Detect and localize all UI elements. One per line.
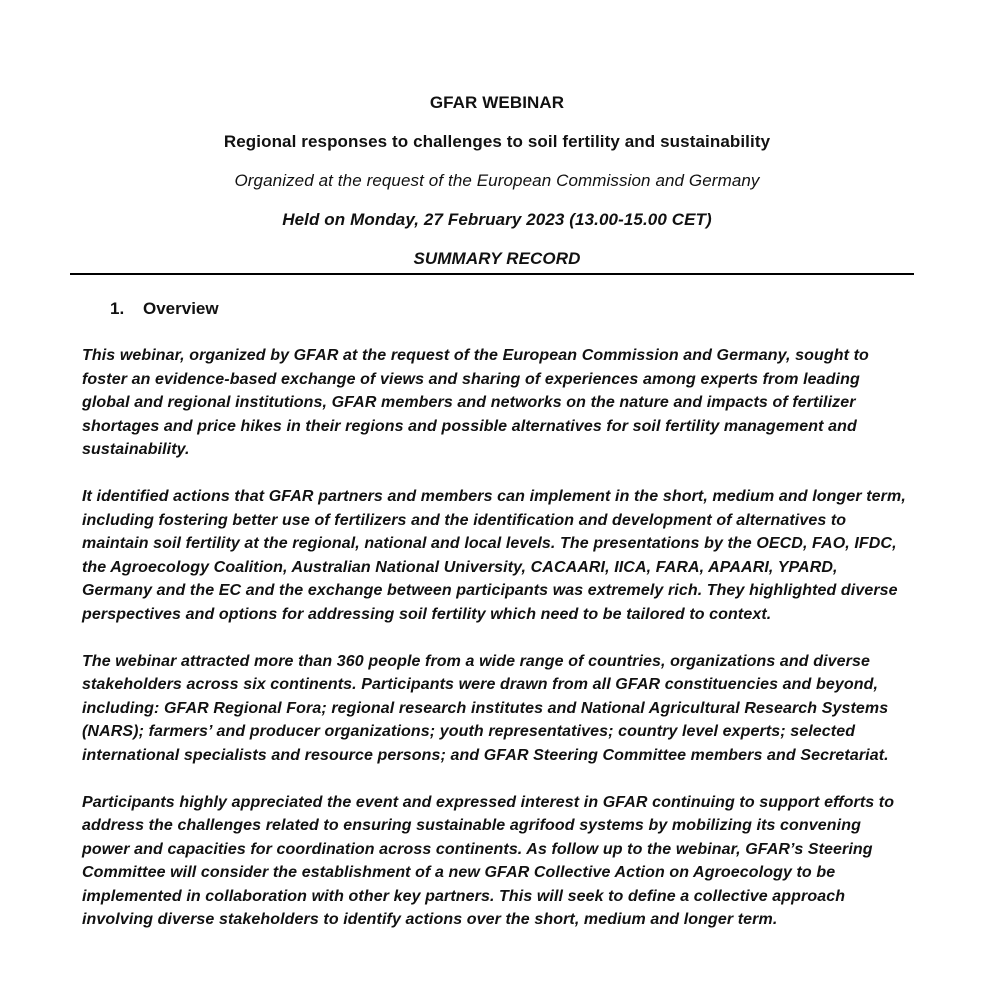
section-title: Overview — [143, 299, 219, 318]
body-paragraph: This webinar, organized by GFAR at the request of the European Commission and Germany, sought to foster an evidence-based exchange of views and sharing of experiences among experts from leading global and regional institutions, GFAR members and networks on the nature and impacts of fertilizer shortages and price hikes in their regions and possible alternatives for soil fertility management and sustainability. — [82, 347, 869, 458]
date-line: Held on Monday, 27 February 2023 (13.00-15.00 CET) — [282, 210, 712, 229]
document-body — [82, 344, 908, 932]
body-paragraph: The webinar attracted more than 360 people from a wide range of countries, organizations and diverse stakeholders across six continents. Participants were drawn from all GFAR constituencies and beyond, including: GFAR Regional Fora; regional research institutes and National Agricultural Research Systems (NARS); farmers’ and producer organizations; youth representatives; country level experts; selected international specialists and resource persons; and GFAR Steering Committee members and Secretariat. — [82, 652, 889, 764]
body-paragraph: It identified actions that GFAR partners and members can implement in the short, medium and longer term, including fostering better use of fertilizers and the identification and development of alternatives to maintain soil fertility at the regional, national and local levels. The presentations by the OECD, FAO, IFDC, the Agroecology Coalition, Australian National University, CACAARI, IICA, FARA, APAARI, YPARD, Germany and the EC and the exchange between participants was extremely rich. They highlighted diverse perspectives and options for addressing soil fertility which need to be tailored to context. — [82, 488, 906, 623]
section-number: 1. — [110, 299, 125, 318]
header-divider-rule — [70, 273, 914, 275]
webinar-title: GFAR WEBINAR — [429, 93, 565, 112]
summary-record-label: SUMMARY RECORD — [413, 249, 581, 268]
section-heading-overview — [110, 297, 994, 320]
body-paragraph: Participants highly appreciated the event and expressed interest in GFAR continuing to support efforts to address the challenges related to ensuring sustainable agrifood systems by mobilizing its convening power and capacities for coordination across continents. As follow up to the webinar, GFAR’s Steering Committee will consider the establishment of a new GFAR Collective Action on Agroecology to be implemented in collaboration with other key partners. This will seek to define a collective approach involving diverse stakeholders to identify actions over the short, medium and longer term. — [82, 793, 895, 928]
document-header — [0, 0, 994, 270]
webinar-subtitle: Regional responses to challenges to soil fertility and sustainability — [223, 132, 771, 151]
organizer-line: Organized at the request of the European Commission and Germany — [234, 171, 760, 190]
